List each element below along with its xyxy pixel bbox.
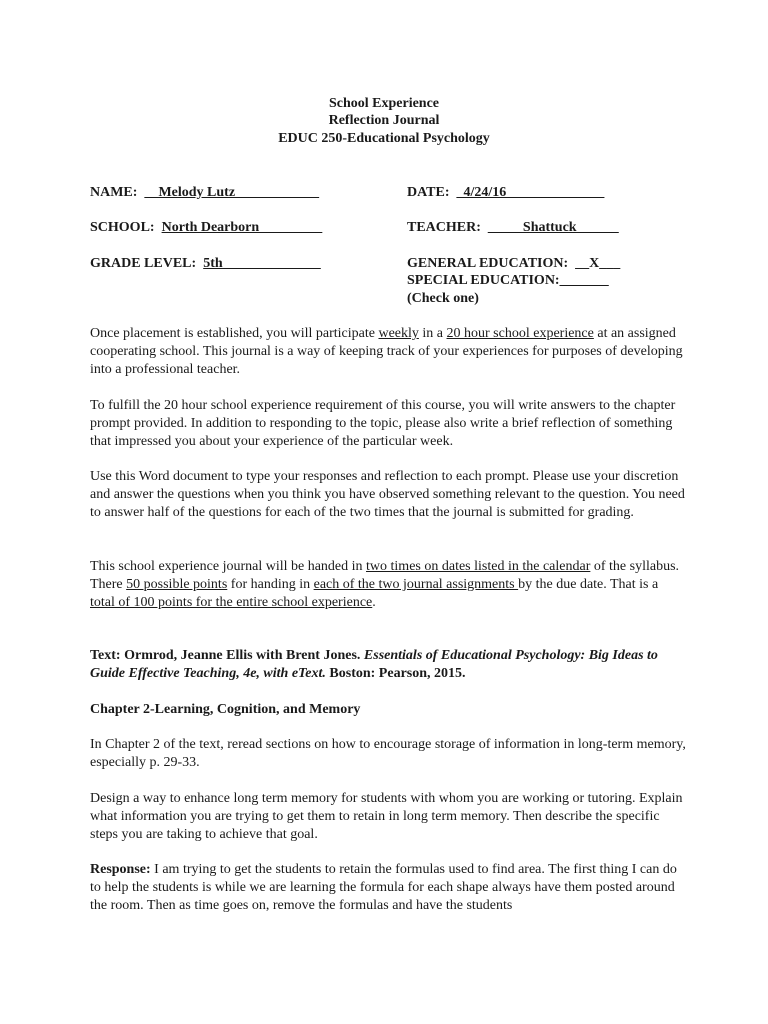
grade-label: GRADE LEVEL:: [90, 256, 204, 271]
p4-text-a: This school experience journal will be handed in: [90, 559, 367, 574]
chapter-heading: Chapter 2-Learning, Cognition, and Memory: [90, 702, 361, 717]
special-education-field: [407, 272, 609, 289]
grade-value: 5th______________: [203, 256, 321, 271]
chapter-prompt-paragraph: In Chapter 2 of the text, reread sections on how to encourage storage of information in long-term memory, especially p. 29-33.: [90, 737, 686, 770]
intro-paragraph: [90, 325, 686, 378]
requirement-paragraph: To fulfill the 20 hour school experience requirement of this course, you will write answers to the chapter prompt provided. In addition to responding to the topic, please also write a brief reflection of something that impressed you about your experience of the particular week.: [90, 398, 676, 449]
p4-total-points: total of 100 points for the entire school experience: [90, 594, 373, 610]
p4-two-journals: each of the two journal assignments: [313, 576, 519, 592]
textbook-citation: [90, 647, 686, 683]
check-one-note: (Check one): [407, 291, 479, 306]
doc-title-line2: Reflection Journal: [328, 113, 440, 128]
doc-title-line3: EDUC 250-Educational Psychology: [278, 131, 490, 146]
school-field: [90, 219, 322, 236]
p4-text-g: by the due date. That is a: [518, 576, 659, 592]
teacher-value: _____Shattuck______: [487, 220, 619, 235]
name-value: __Melody Lutz____________: [144, 185, 320, 200]
teacher-field: [407, 219, 619, 236]
name-label: NAME:: [90, 185, 145, 200]
p4-period: .: [372, 594, 376, 610]
grade-field: [90, 255, 321, 272]
p1-text-e: at an assigned cooperating school. This journal is a way of keeping track of your experiences for purposes of developing into a professional teacher.: [90, 326, 683, 377]
response-text: I am trying to get the students to retain the formulas used to find area. The first thing I can do to help the students is while we are learning the formula for each shape always have them posted around the room. Then as time goes on, remove the formulas and have the students: [90, 862, 677, 913]
p4-two-times: two times on dates listed in the calendar: [366, 559, 591, 574]
response-paragraph: [90, 861, 686, 914]
design-prompt-paragraph: Design a way to enhance long term memory for students with whom you are working or tutoring. Explain what information you are trying to get them to retain in long term memory. Then describe the specific steps you are taking to achieve that goal.: [90, 791, 683, 842]
p1-text-c: in a: [418, 326, 447, 341]
date-value: _4/24/16______________: [456, 185, 605, 200]
word-document-paragraph: Use this Word document to type your responses and reflection to each prompt. Please use your discretion and answer the questions when you think you have observed something relevant to the question. You need to answer half of the questions for each of the two times that the journal is submitted for grading.: [90, 469, 685, 520]
school-value: North Dearborn_________: [161, 220, 323, 235]
response-label: Response:: [90, 862, 151, 877]
citation-author: Text: Ormrod, Jeanne Ellis with Brent Jones.: [90, 648, 364, 663]
school-label: SCHOOL:: [90, 220, 162, 235]
name-field: [90, 184, 319, 201]
p1-weekly: weekly: [378, 326, 419, 341]
date-label: DATE:: [407, 185, 457, 200]
p1-20-hour: 20 hour school experience: [446, 326, 594, 341]
citation-publisher: Boston: Pearson, 2015.: [325, 665, 466, 681]
p1-text-a: Once placement is established, you will participate: [90, 326, 379, 341]
special-education-label: SPECIAL EDUCATION:: [407, 273, 560, 288]
p4-50-points: 50 possible points: [126, 576, 228, 592]
teacher-label: TEACHER:: [407, 220, 488, 235]
citation-title: Essentials of Educational Psychology: Big Ideas to Guide Effective Teaching, 4e, with eText.: [90, 648, 658, 681]
p4-text-e: for handing in: [227, 576, 314, 592]
general-education-field: GENERAL EDUCATION: __X___: [407, 256, 621, 271]
doc-title-line1: School Experience: [328, 96, 440, 111]
date-field: [407, 184, 604, 201]
hand-in-paragraph: [90, 558, 686, 611]
p4-text-c: of the syllabus. There: [90, 559, 680, 592]
special-education-value: _______: [559, 273, 609, 288]
